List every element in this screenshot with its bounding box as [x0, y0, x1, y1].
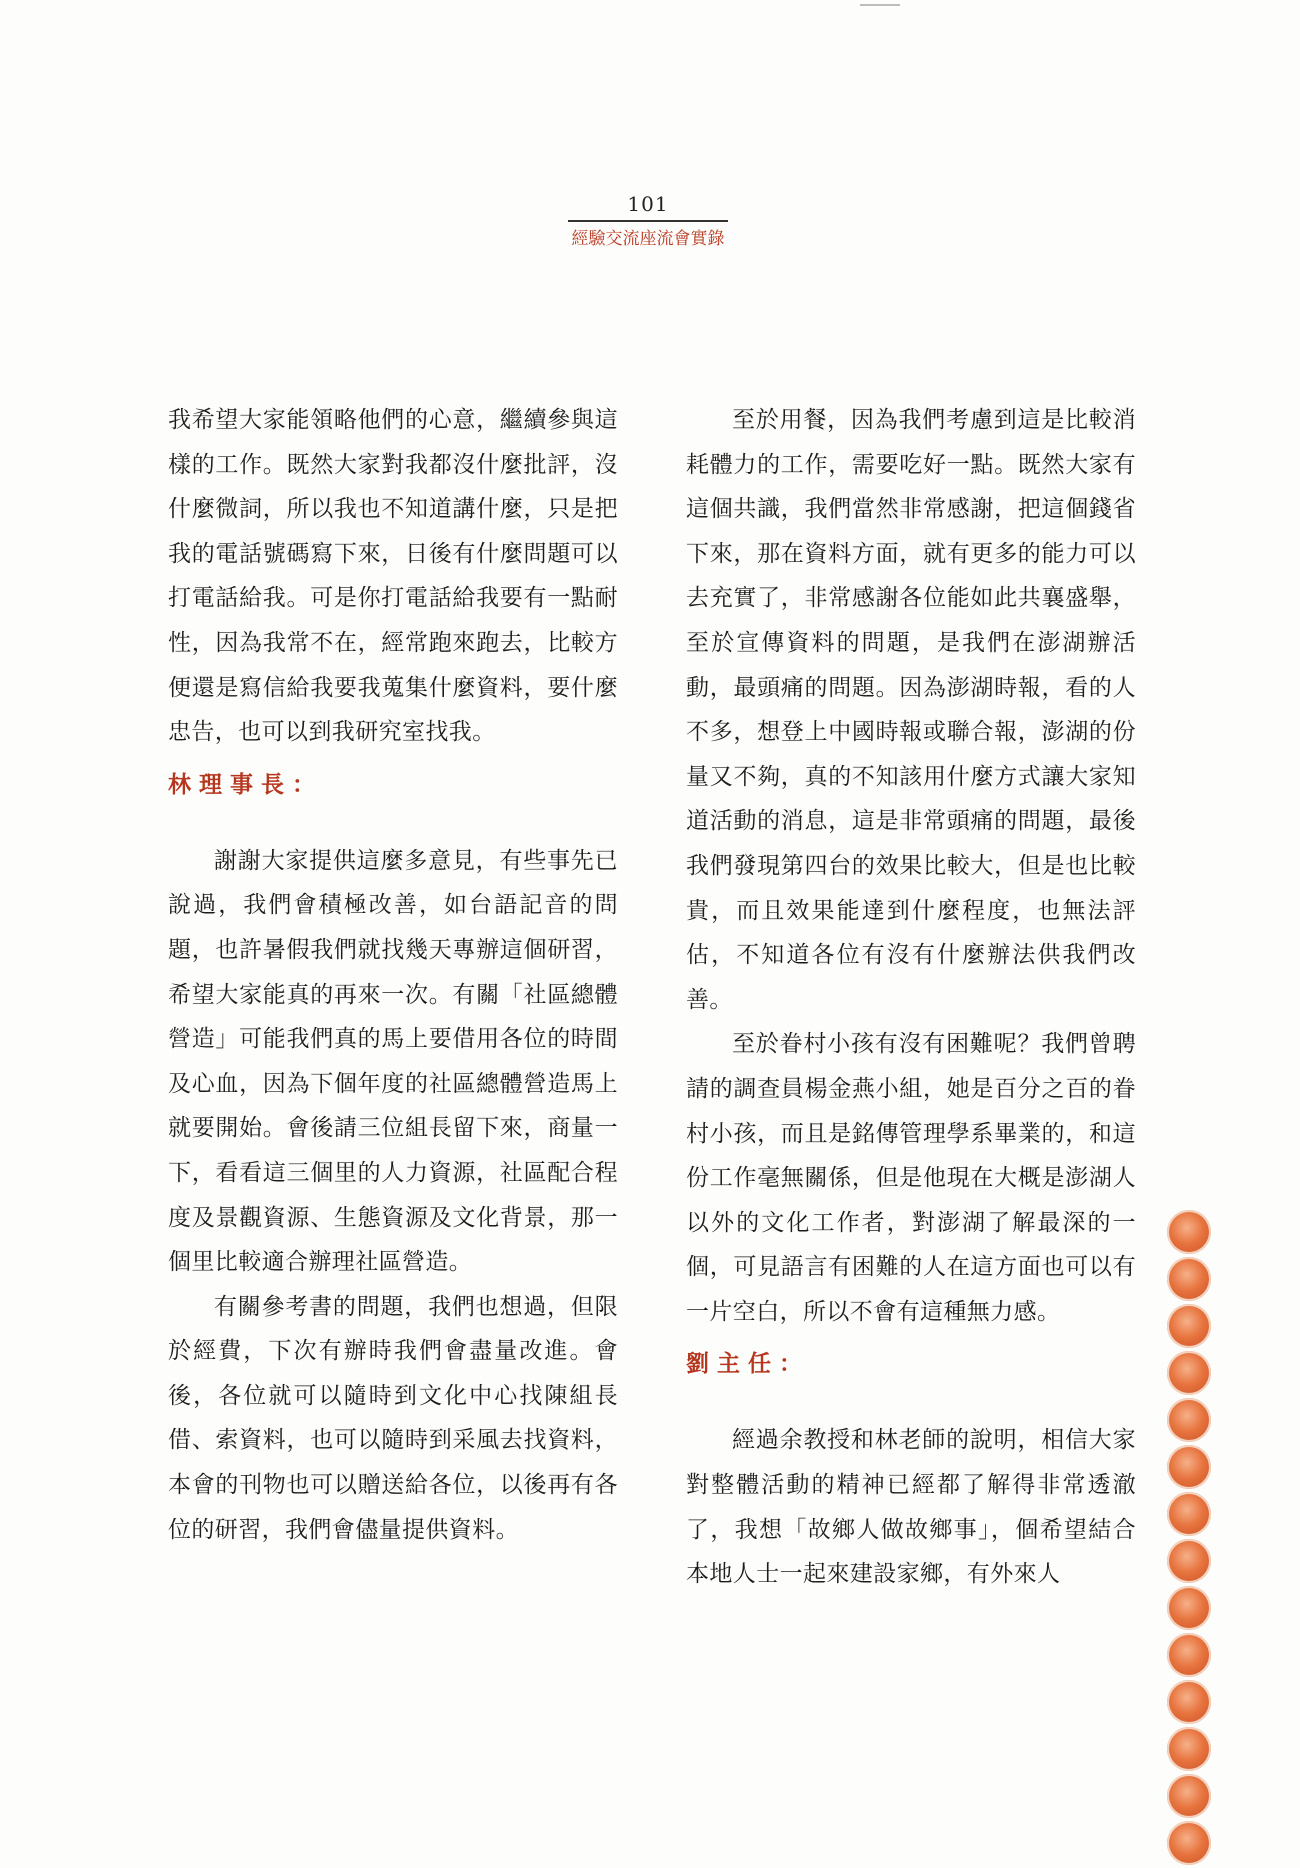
scan-top-mark [860, 4, 900, 6]
paragraph: 有關參考書的問題，我們也想過，但限於經費，下次有辦時我們會盡量改進。會後，各位就可以隨時到文化中心找陳組長借、索資料，也可以隨時到采風去找資料，本會的刊物也可以贈送給各位，以後再有各位的研習，我們會儘量提供資料。 [168, 1293, 618, 1543]
right-column [686, 398, 1136, 1597]
decorative-seal-strip [1163, 1210, 1215, 1868]
paragraph: 至於用餐，因為我們考慮到這是比較消耗體力的工作，需要吃好一點。既然大家有這個共識，我們當然非常感謝，把這個錢省下來，那在資料方面，就有更多的能力可以去充實了，非常感謝各位能如此共襄盛舉，至於宣傳資料的問題，是我們在澎湖辦活動，最頭痛的問題。因為澎湖時報，看的人不多，想登上中國時報或聯合報，澎湖的份量又不夠，真的不知該用什麼方式讓大家知道活動的消息，這是非常頭痛的問題，最後我們發現第四台的效果比較大，但是也比較貴，而且效果能達到什麼程度，也無法評估，不知道各位有沒有什麼辦法供我們改善。 [686, 407, 1136, 1013]
header-rule [568, 220, 728, 222]
running-title: 經驗交流座流會實錄 [571, 229, 725, 249]
paragraph: 我希望大家能領略他們的心意，繼續參與這樣的工作。既然大家對我都沒什麼批評，沒什麼微詞，所以我也不知道講什麼，只是把我的電話號碼寫下來，日後有什麼問題可以打電話給我。可是你打電話給我要有一點耐性，因為我常不在，經常跑來跑去，比較方便還是寫信給我要我蒐集什麼資料，要什麼忠告，也可以到我研究室找我。 [168, 407, 618, 746]
paragraph: 至於眷村小孩有沒有困難呢？我們曾聘請的調查員楊金燕小組，她是百分之百的眷村小孩，而且是銘傳管理學系畢業的，和這份工作毫無關係，但是他現在大概是澎湖人以外的文化工作者，對澎湖了解最深的一個，可見語言有困難的人在這方面也可以有一片空白，所以不會有這種無力感。 [686, 1031, 1136, 1325]
speaker-heading: 林理事長： [168, 771, 323, 798]
seal-icon [1167, 1680, 1211, 1724]
seal-icon [1167, 1633, 1211, 1677]
left-column [168, 398, 618, 1552]
speaker-heading: 劉主任： [686, 1351, 810, 1378]
page-number: 101 [627, 192, 669, 216]
seal-icon [1167, 1210, 1211, 1254]
seal-icon [1167, 1727, 1211, 1771]
seal-icon [1167, 1821, 1211, 1865]
seal-icon [1167, 1539, 1211, 1583]
seal-icon [1167, 1304, 1211, 1348]
seal-icon [1167, 1586, 1211, 1630]
seal-icon [1167, 1774, 1211, 1818]
page-header [568, 192, 728, 250]
seal-icon [1167, 1492, 1211, 1536]
seal-icon [1167, 1257, 1211, 1301]
seal-icon [1167, 1445, 1211, 1489]
paragraph: 謝謝大家提供這麼多意見，有些事先已說過，我們會積極改善，如台語記音的問題，也許暑假我們就找幾天專辦這個研習，希望大家能真的再來一次。有關「社區總體營造」可能我們真的馬上要借用各位的時間及心血，因為下個年度的社區總體營造馬上就要開始。會後請三位組長留下來，商量一下，看看這三個里的人力資源，社區配合程度及景觀資源、生態資源及文化背景，那一個里比較適合辦理社區營造。 [168, 847, 618, 1276]
seal-icon [1167, 1398, 1211, 1442]
seal-icon [1167, 1351, 1211, 1395]
paragraph: 經過余教授和林老師的說明，相信大家對整體活動的精神已經都了解得非常透澈了，我想「故鄉人做故鄉事」，個希望結合本地人士一起來建設家鄉，有外來人 [686, 1427, 1136, 1588]
